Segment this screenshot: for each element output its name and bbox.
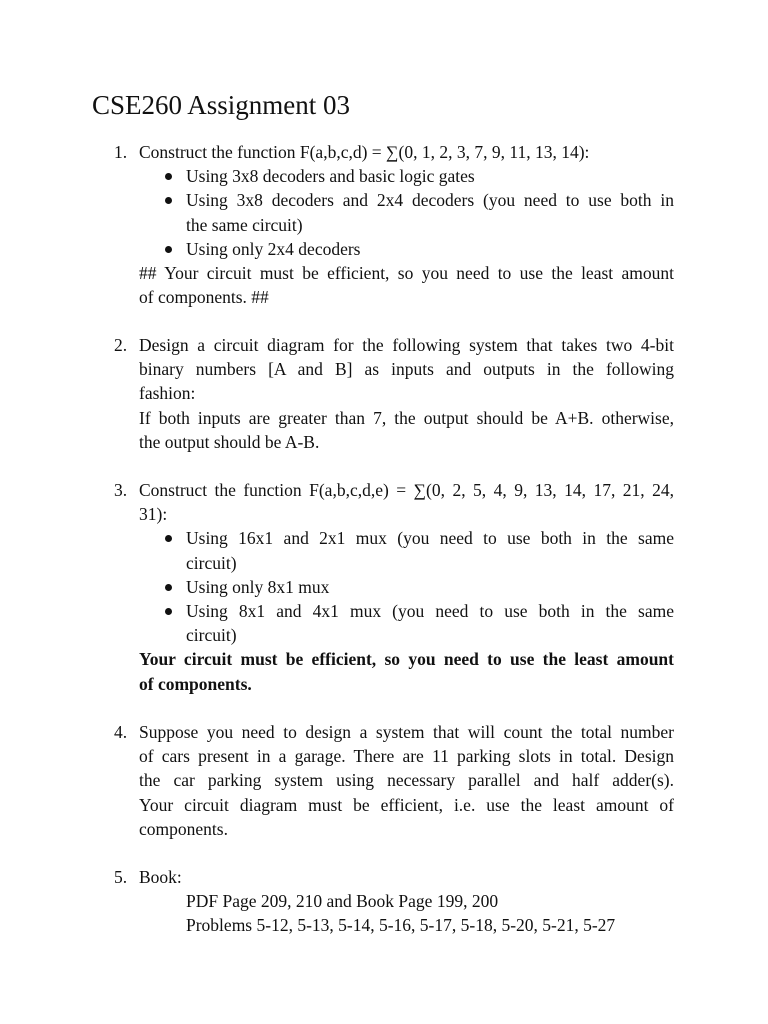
page-title: CSE260 Assignment 03 xyxy=(92,90,351,120)
efficiency-note: of components. xyxy=(139,673,252,694)
bullet-dot-icon xyxy=(165,173,172,180)
bullet-text: Using 3x8 decoders and basic logic gates xyxy=(186,166,475,187)
efficiency-note: of components. ## xyxy=(139,287,269,308)
bullet-dot-icon xyxy=(165,246,172,253)
bullet-dot-icon xyxy=(165,197,172,204)
question-heading: 31): xyxy=(139,504,168,525)
bullet-item xyxy=(139,575,674,599)
book-label: Book: xyxy=(139,867,182,887)
bullet-text: Using only 2x4 decoders xyxy=(186,238,361,259)
bullet-item xyxy=(139,526,674,574)
bullet-item xyxy=(139,188,674,236)
bullet-dot-icon xyxy=(165,535,172,542)
question-text: of cars present in a garage. There are 11 parking slots in total. Design xyxy=(139,746,674,767)
question-heading: Construct the function F(a,b,c,d,e) = ∑(0, 2, 5, 4, 9, 13, 14, 17, 21, 24, xyxy=(139,480,674,500)
question-text: binary numbers [A and B] as inputs and outputs in the following xyxy=(139,359,674,380)
bullet-text: Using 8x1 and 4x1 mux (you need to use both in the same xyxy=(186,601,674,622)
bullet-item xyxy=(139,599,674,647)
question-text: Design a circuit diagram for the following system that takes two 4-bit xyxy=(139,335,674,355)
question-text: the car parking system using necessary parallel and half adder(s). xyxy=(139,770,674,791)
bullet-item xyxy=(139,237,674,261)
book-pages: PDF Page 209, 210 and Book Page 199, 200 xyxy=(186,891,499,912)
question-text: fashion: xyxy=(139,383,196,404)
bullet-text: circuit) xyxy=(186,552,237,573)
question-number: 4. xyxy=(114,722,128,742)
bullet-item xyxy=(139,164,674,188)
bullet-text: Using 16x1 and 2x1 mux (you need to use both in the same xyxy=(186,528,674,549)
question-number: 5. xyxy=(114,867,128,887)
question-text: the output should be A-B. xyxy=(139,431,320,452)
book-problems: Problems 5-12, 5-13, 5-14, 5-16, 5-17, 5-18, 5-20, 5-21, 5-27 xyxy=(186,915,616,936)
question-heading: Construct the function F(a,b,c,d) = ∑(0, 1, 2, 3, 7, 9, 11, 13, 14): xyxy=(139,142,590,162)
question-text: Suppose you need to design a system that will count the total number xyxy=(139,722,674,742)
question-text: Your circuit diagram must be efficient, i.e. use the least amount of xyxy=(139,794,674,815)
bullet-dot-icon xyxy=(165,608,172,615)
efficiency-note: ## Your circuit must be efficient, so you need to use the least amount xyxy=(139,263,674,284)
bullet-text: the same circuit) xyxy=(186,214,303,235)
bullet-text: Using only 8x1 mux xyxy=(186,576,330,597)
question-number: 1. xyxy=(114,142,128,162)
question-text: components. xyxy=(139,818,228,839)
efficiency-note: Your circuit must be efficient, so you need to use the least amount xyxy=(139,649,674,670)
bullet-text: Using 3x8 decoders and 2x4 decoders (you need to use both in xyxy=(186,190,674,211)
question-number: 3. xyxy=(114,480,128,500)
bullet-dot-icon xyxy=(165,584,172,591)
bullet-text: circuit) xyxy=(186,625,237,646)
question-text: If both inputs are greater than 7, the output should be A+B. otherwise, xyxy=(139,407,674,428)
question-number: 2. xyxy=(114,335,128,355)
